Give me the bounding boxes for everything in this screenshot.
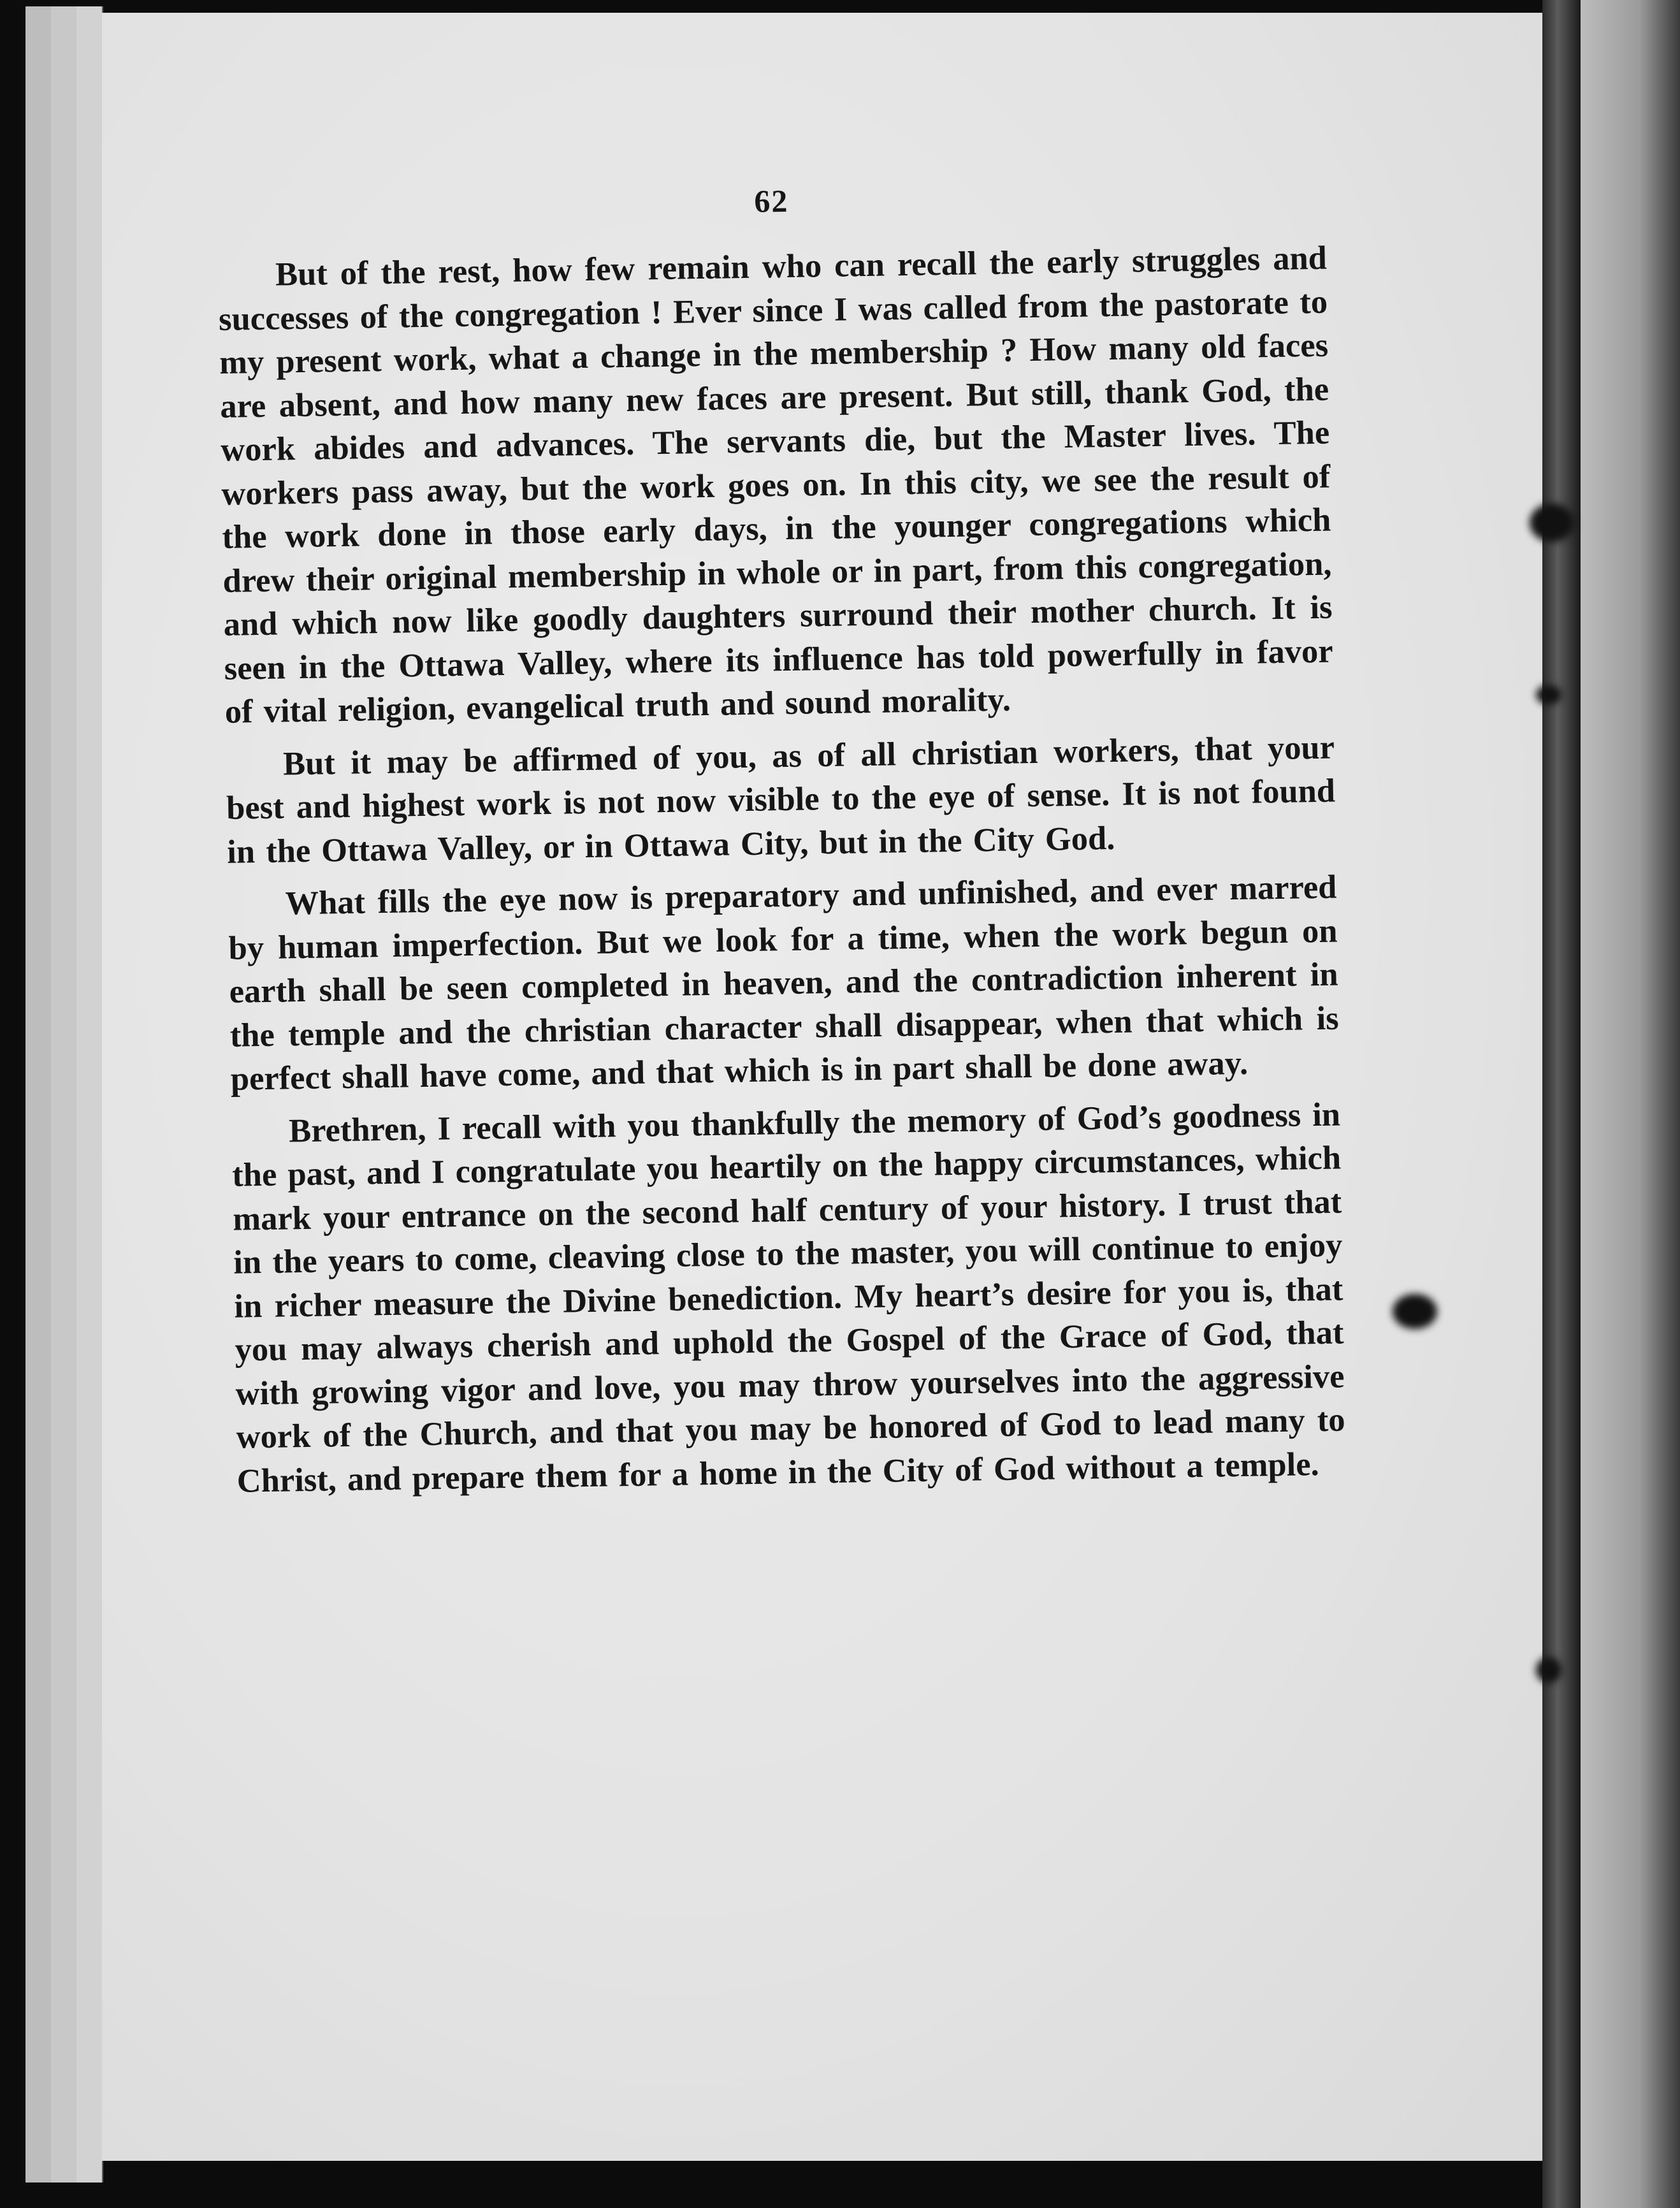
page-text-block bbox=[217, 174, 1346, 1512]
page-edge bbox=[51, 6, 78, 2183]
facing-page-edge bbox=[1581, 0, 1680, 2208]
page-edge bbox=[76, 6, 103, 2183]
page-edge bbox=[25, 6, 52, 2183]
ink-blot bbox=[1393, 1294, 1437, 1329]
page-number: 62 bbox=[753, 182, 789, 219]
paragraph: What fills the eye now is preparatory and unfinished, and ever marred by human imperfection. But we look for a time, when the work begun on earth shall be seen completed in heaven, and the contradiction inherent in the temple and the christian character shall disappear, when that which is perfect shall have come, and that which is in part shall be done away. bbox=[228, 868, 1340, 1098]
paragraph: But of the rest, how few remain who can recall the early struggles and successes of the congregation ! Ever since I was called from the pastorate to my present work, what a change in the membership ? How many old faces are absent, and how many new faces are present. But still, thank God, the work abides and advances. The servants die, but the Master lives. The workers pass away, but the work goes on. In this city, we see the result of the work done in those early days, in the younger congregations which drew their original membership in whole or in part, from this congregation, and which now like goodly daughters surround their mother church. It is seen in the Ottawa Valley, where its influence has told powerfully in favor of vital religion, evangelical truth and sound morality. bbox=[218, 239, 1333, 730]
ink-blot bbox=[1536, 1657, 1561, 1683]
ink-blot bbox=[1530, 504, 1574, 542]
paragraph: But it may be affirmed of you, as of all christian workers, that your best and highest work is not now visible to the eye of sense. It is not found in the Ottawa Valley, or in Ottawa City, but in the City God. bbox=[226, 729, 1336, 871]
book-spine bbox=[1542, 0, 1581, 2208]
ink-blot bbox=[1536, 685, 1561, 704]
paragraph: Brethren, I recall with you thankfully the memory of God’s goodness in the past, and I congratulate you heartily on the happy circumstances, which mark your entrance on the second half century of your history. I trust that in the years to come, cleaving close to the master, you will continue to enjoy in richer measure the Divine benediction. My heart’s desire for you is, that you may always cherish and uphold the Gospel of the Grace of God, that with growing vigor and love, you may throw yourselves into the aggressive work of the Church, and that you may be honored of God to lead many to Christ, and prepare them for a home in the City of God without a temple. bbox=[231, 1095, 1345, 1500]
